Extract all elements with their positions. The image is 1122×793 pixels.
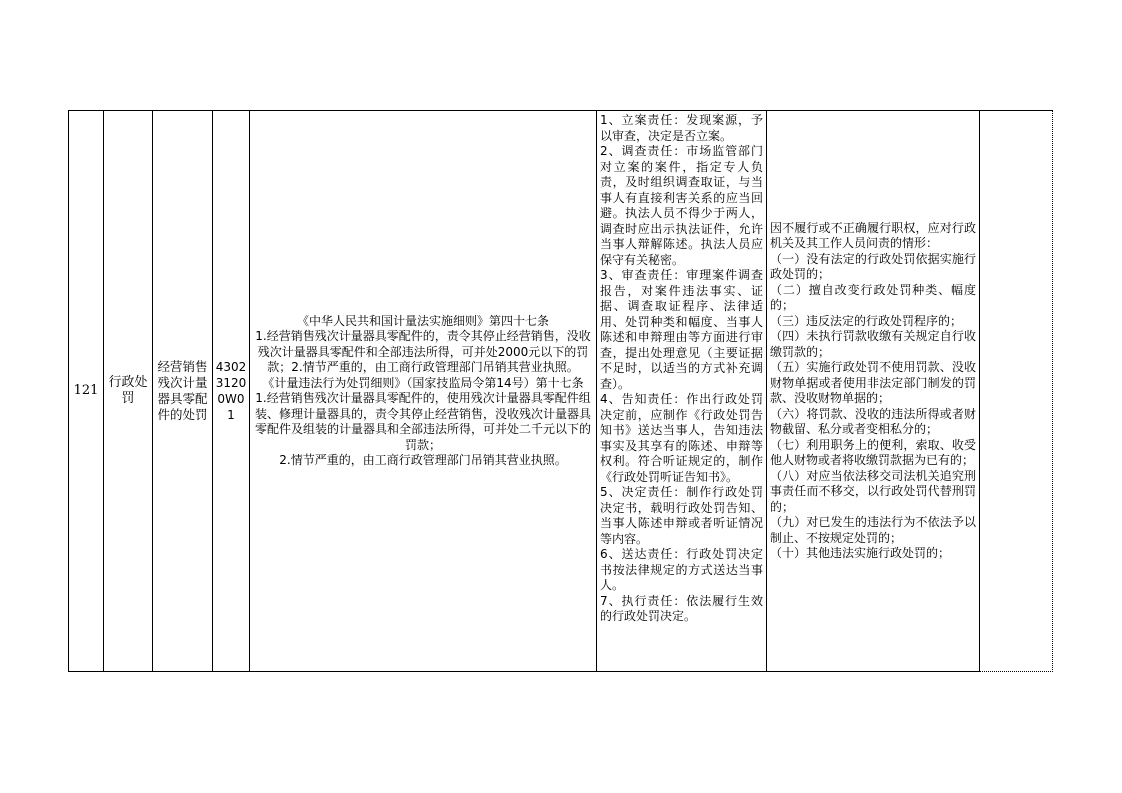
power-type: 行政处罚 (108, 375, 148, 406)
legal-basis-cell (249, 110, 597, 672)
item-code: 43023120 0W01 (215, 360, 247, 422)
accountability-item: （一）没有法定的行政处罚依据实施行政处罚的； (770, 251, 976, 281)
remarks-cell (979, 110, 1053, 672)
accountability-item: 因不履行或不正确履行职权，应对行政机关及其工作人员问责的情形： (770, 220, 976, 250)
responsibility-item: 3、审查责任：审理案件调查报告，对案件违法事实、证据、调查取证程序、法律适用、处罚种类和幅度、当事人陈述和申辩理由等方面进行审查，提出处理意见（主要证据不足时，以适当的方式补充调查）。 (600, 268, 763, 391)
basis-line: 《计量违法行为处罚细则》（国家技监局令第14号）第十七条 (262, 375, 584, 390)
accountability-item: （二）擅自改变行政处罚种类、幅度的； (770, 282, 976, 312)
item-name: 经营销售残次计量器具零配件的处罚 (157, 359, 208, 422)
basis-line: 1.经营销售残次计量器具零配件的，使用残次计量器具零配件组装、修理计量器具的，责令其停止经营销售，没收残次计量器具零配件及组装的计量器具和全部违法所得，可并处二千元以下的罚款； (254, 391, 591, 452)
item-name-cell (152, 110, 213, 672)
accountability-item: （八）对应当依法移交司法机关追究刑事责任而不移交，以行政处罚代替刑罚的； (770, 468, 976, 514)
responsibility-cell (596, 110, 767, 672)
row-number: 121 (73, 383, 99, 399)
responsibility-item: 1、立案责任：发现案源，予以审查，决定是否立案。 (600, 113, 763, 143)
responsibility-item: 5、决定责任：制作行政处罚决定书，载明行政处罚告知、当事人陈述申辩或者听证情况等内容。 (600, 485, 763, 546)
accountability-item: （六）将罚款、没收的违法所得或者财物截留、私分或者变相私分的； (770, 406, 976, 436)
basis-line: 《中华人民共和国计量法实施细则》第四十七条 (296, 313, 549, 328)
accountability-item: （七）利用职务上的便利，索取、收受他人财物或者将收缴罚款据为已有的； (770, 437, 976, 467)
accountability-item: （五）实施行政处罚不使用罚款、没收财物单据或者使用非法定部门制发的罚款、没收财物单据的； (770, 360, 976, 405)
responsibility-item: 6、送达责任：行政处罚决定书按法律规定的方式送达当事人。 (600, 547, 763, 592)
accountability-item: （三）违反法定的行政处罚程序的； (770, 313, 963, 328)
accountability-item: （四）未执行罚款收缴有关规定自行收缴罚款的； (770, 329, 976, 359)
row-number-cell (68, 110, 104, 672)
responsibility-item: 4、告知责任：作出行政处罚决定前，应制作《行政处罚告知书》送达当事人，告知违法事实及其享有的陈述、申辩等权利。符合听证规定的，制作《行政处罚听证告知书》。 (600, 392, 763, 484)
responsibility-item: 2、调查责任：市场监管部门对立案的案件，指定专人负责，及时组织调查取证，与当事人有直接利害关系的应当回避。执法人员不得少于两人，调查时应出示执法证件，允许当事人辩解陈述。执法人员应保守有关秘密。 (600, 144, 763, 267)
basis-line: 2.情节严重的，由工商行政管理部门吊销其营业执照。 (279, 453, 567, 467)
legal-basis (253, 314, 593, 469)
basis-line: 1.经营销售残次计量器具零配件的，责令其停止经营销售，没收残次计量器具零配件和全部违法所得，可并处2000元以下的罚款；2.情节严重的，由工商行政管理部门吊销其营业执照。 (255, 329, 591, 374)
accountability-item: （十）其他违法实施行政处罚的； (770, 546, 951, 560)
responsibility-item: 7、执行责任：依法履行生效的行政处罚决定。 (600, 593, 763, 623)
accountability-cell (766, 110, 980, 672)
accountability-item: （九）对已发生的违法行为不依法予以制止、不按规定处罚的； (770, 515, 976, 545)
power-type-cell (103, 110, 153, 672)
code-cell (212, 110, 250, 672)
